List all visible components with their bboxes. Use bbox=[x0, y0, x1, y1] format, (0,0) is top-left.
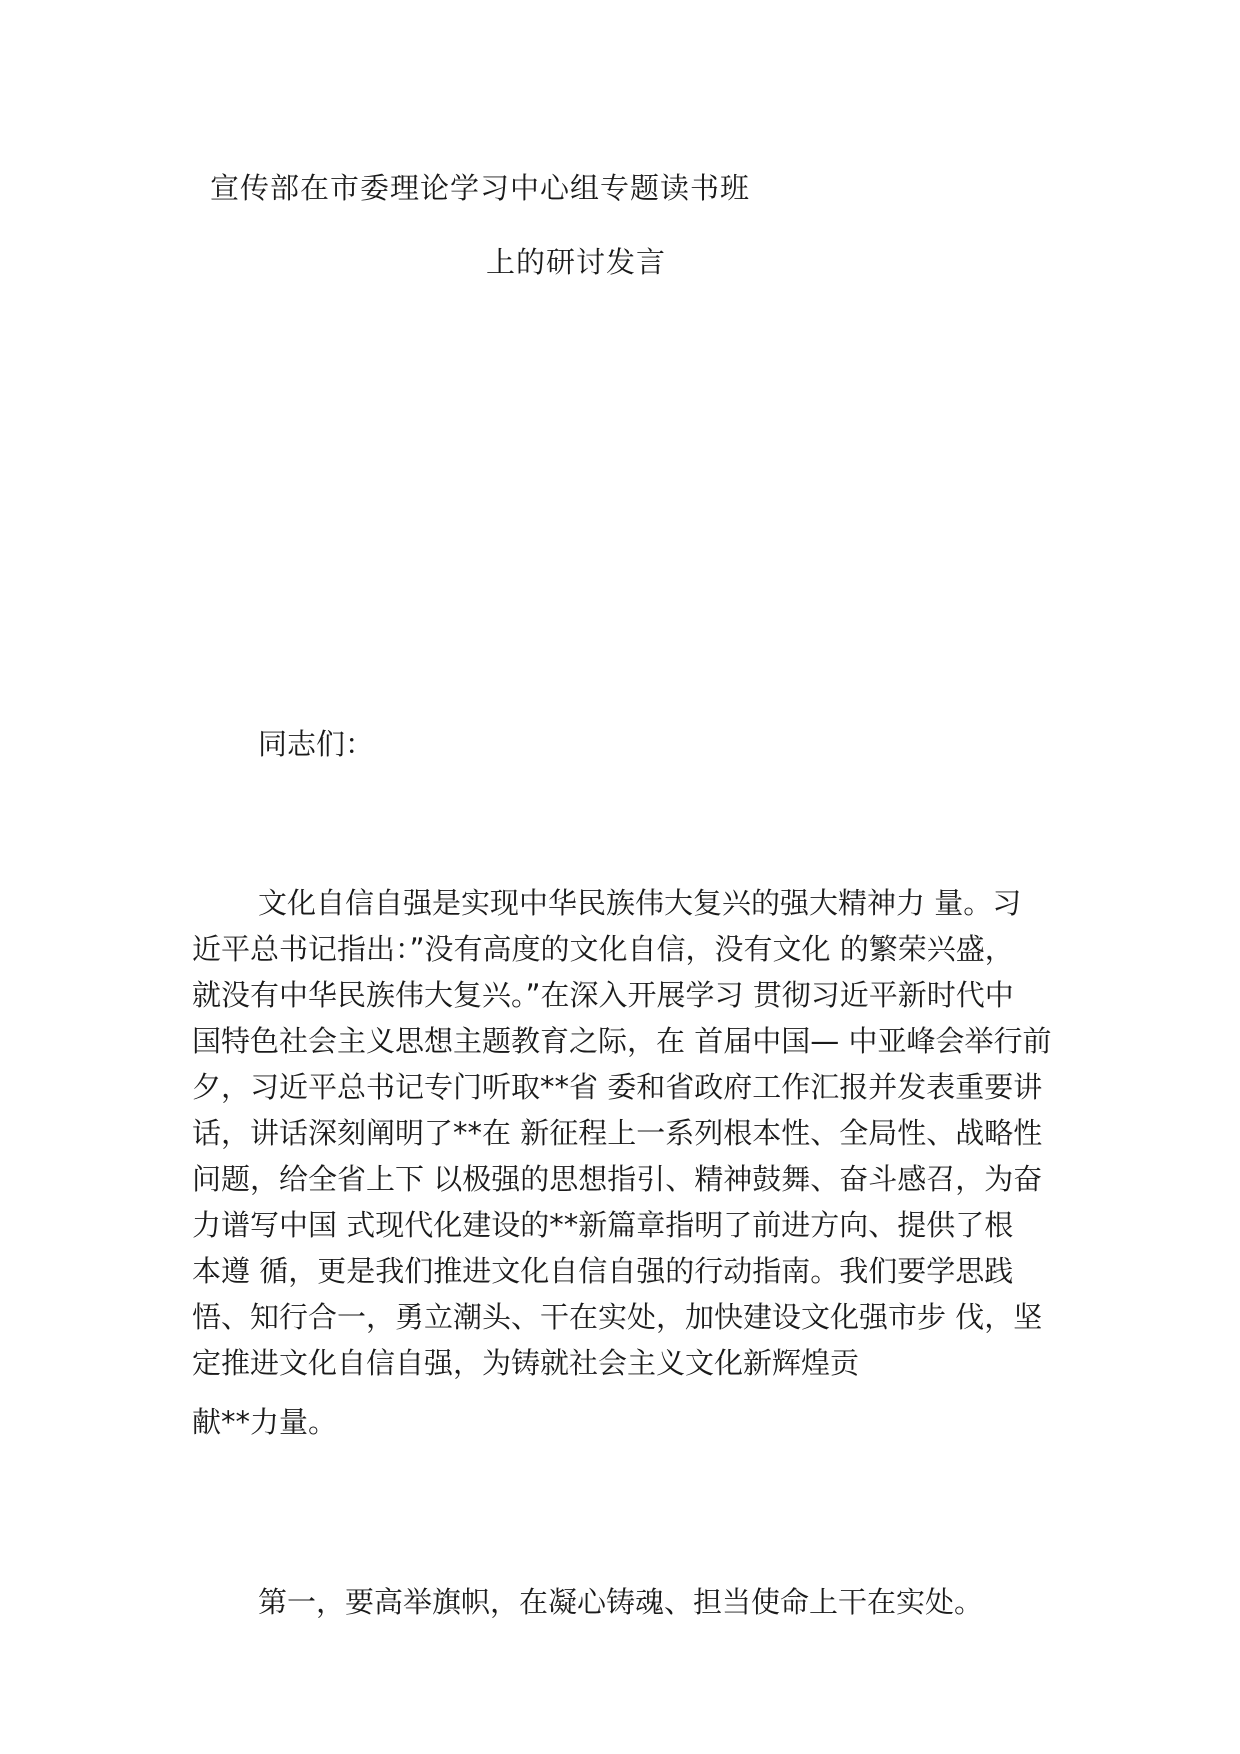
paragraph-line: 本遵 循，更是我们推进文化自信自强的行动指南。我们要学思践 bbox=[192, 1254, 1014, 1288]
paragraph-line: 国特色社会主义思想主题教育之际，在 首届中国— 中亚峰会举行前 bbox=[192, 1024, 1052, 1058]
paragraph-line: 悟、知行合一，勇立潮头、干在实处，加快建设文化强市步 伐，坚 bbox=[192, 1300, 1043, 1334]
paragraph-1-tail: 献**力量。 bbox=[192, 1405, 338, 1439]
paragraph-line: 就没有中华民族伟大复兴。”在深入开展学习 贯彻习近平新时代中 bbox=[192, 978, 1014, 1012]
paragraph-1 bbox=[192, 880, 1072, 1386]
document-title-line-1: 宣传部在市委理论学习中心组专题读书班 bbox=[210, 171, 751, 205]
paragraph-line: 定推进文化自信自强，为铸就社会主义文化新辉煌贡 bbox=[192, 1346, 860, 1380]
salutation: 同志们： bbox=[258, 727, 375, 761]
section-heading-1: 第一，要高举旗帜，在凝心铸魂、担当使命上干在实处。 bbox=[258, 1585, 984, 1619]
paragraph-line: 文化自信自强是实现中华民族伟大复兴的强大精神力 量。习 bbox=[258, 886, 1022, 920]
paragraph-line: 夕，习近平总书记专门听取**省 委和省政府工作汇报并发表重要讲 bbox=[192, 1070, 1043, 1104]
document-title-line-2: 上的研讨发言 bbox=[486, 245, 667, 279]
paragraph-line: 问题，给全省上下 以极强的思想指引、精神鼓舞、奋斗感召，为奋 bbox=[192, 1162, 1043, 1196]
paragraph-line: 近平总书记指出：”没有高度的文化自信，没有文化 的繁荣兴盛， bbox=[192, 932, 1014, 966]
paragraph-line: 话，讲话深刻阐明了**在 新征程上一系列根本性、全局性、战略性 bbox=[192, 1116, 1043, 1150]
paragraph-line: 力谱写中国 式现代化建设的**新篇章指明了前进方向、提供了根 bbox=[192, 1208, 1014, 1242]
